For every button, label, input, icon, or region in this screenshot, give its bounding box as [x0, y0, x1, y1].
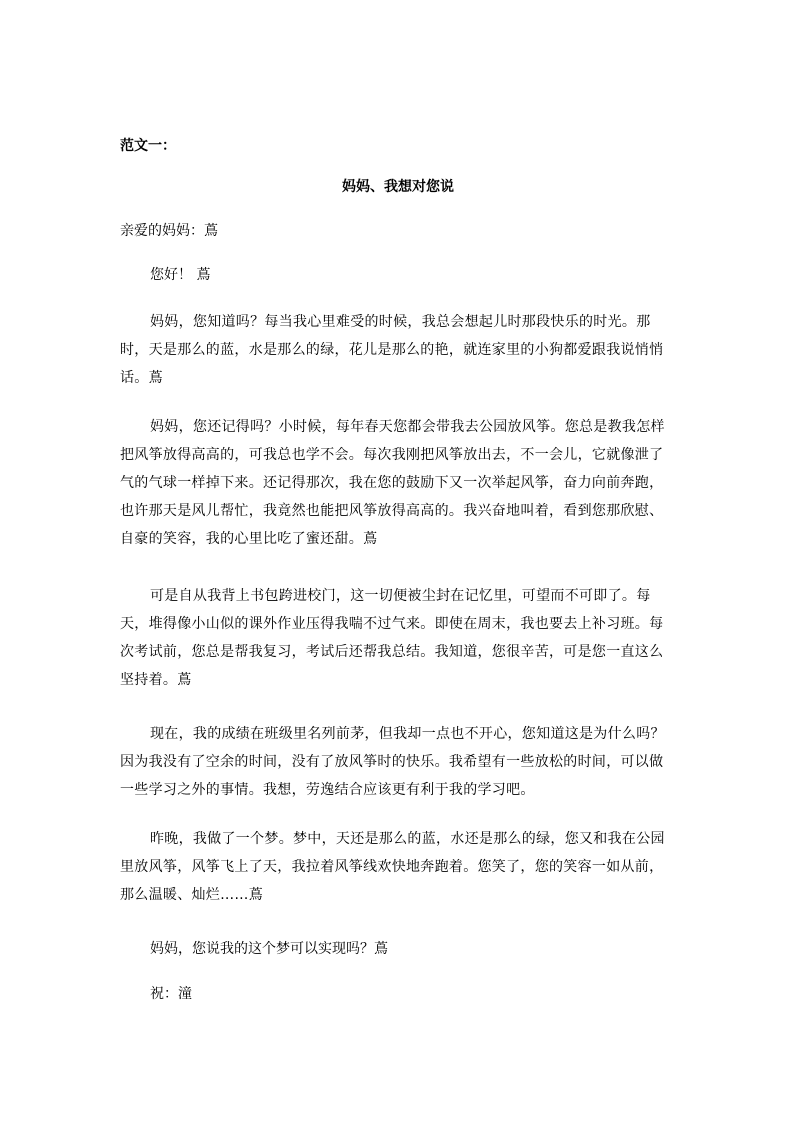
paragraph-5 — [120, 825, 676, 909]
paragraph-3 — [120, 582, 676, 694]
paragraph-text: 可是自从我背上书包跨进校门，这一切便被尘封在记忆里，可望而不可即了。每天，堆得像小山似的课外作业压得我喘不过气来。即使在周末，我也要去上补习班。每次考试前，您总是帮我复习，考试后还帮我总结。我知道，您很辛苦，可是您一直这么坚持着。蔦 — [120, 588, 664, 688]
closing: 祝：潼 — [150, 986, 192, 1002]
paragraph-text: 妈妈，您知道吗？每当我心里难受的时候，我总会想起儿时那段快乐的时光。那时，天是那么的蓝，水是那么的绿，花儿是那么的艳，就连家里的小狗都爱跟我说悄悄话。蔦 — [120, 314, 664, 386]
paragraph-text: 妈妈，您还记得吗？小时候，每年春天您都会带我去公园放风筝。您总是教我怎样把风筝放得高高的，可我总也学不会。每次我刚把风筝放出去，不一会儿，它就像泄了气的气球一样掉下来。还记得那次，我在您的鼓励下又一次举起风筝，奋力向前奔跑，也许那天是风儿帮忙，我竟然也能把风筝放得高高的。我兴奋地叫着，看到您那欣慰、自豪的笑容，我的心里比吃了蜜还甜。蔦 — [120, 419, 665, 547]
section-label: 范文一： — [120, 138, 176, 154]
paragraph-1 — [120, 308, 676, 392]
paragraph-text: 昨晚，我做了一个梦。梦中，天还是那么的蓝，水还是那么的绿，您又和我在公园里放风筝，风筝飞上了天，我拉着风筝线欢快地奔跑着。您笑了，您的笑容一如从前，那么温暖、灿烂……蔦 — [120, 831, 665, 903]
paragraph-text: 现在，我的成绩在班级里名列前茅，但我却一点也不开心，您知道这是为什么吗？因为我没有了空余的时间，没有了放风筝时的快乐。我希望有一些放松的时间，可以做一些学习之外的事情。我想，劳逸结合应该更有利于我的学习吧。 — [120, 726, 665, 798]
paragraph-2 — [120, 413, 676, 553]
salutation: 亲爱的妈妈：蔦 — [120, 223, 218, 239]
closing-question: 妈妈，您说我的这个梦可以实现吗？蔦 — [150, 941, 388, 957]
paragraph-4 — [120, 720, 676, 804]
letter-title: 妈妈、我想对您说 — [342, 179, 454, 195]
greeting: 您好！ 蔦 — [150, 267, 211, 283]
